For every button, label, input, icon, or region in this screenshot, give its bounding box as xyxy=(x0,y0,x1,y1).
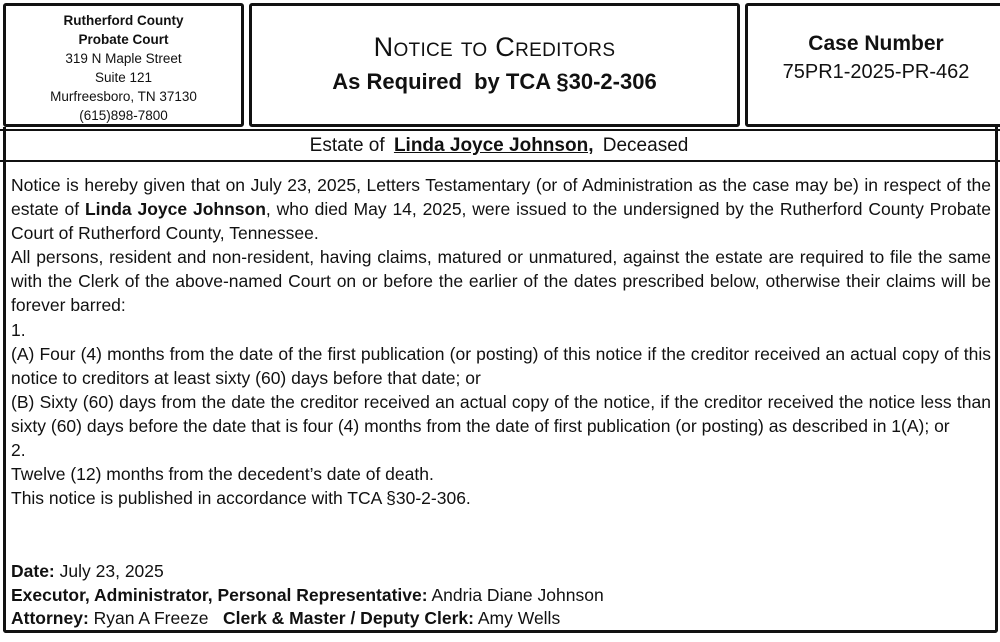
court-address-box xyxy=(3,3,244,127)
case-number-value: 75PR1-2025-PR-462 xyxy=(782,61,970,83)
court-suite: Suite 121 xyxy=(94,70,153,85)
notice-body xyxy=(11,173,991,510)
title-box xyxy=(249,3,740,127)
date-line: Date: July 23, 2025 xyxy=(11,561,164,581)
attorney-clerk-line: Attorney: Ryan A Freeze Clerk & Master / Deputy Clerk: Amy Wells xyxy=(11,608,561,628)
court-city: Murfreesboro, TN 37130 xyxy=(50,89,197,104)
paragraph-letters-issued: Notice is hereby given that on July 23, 2025, Letters Testamentary (or of Administration as the case may be) in respect of the estate of Linda Joyce Johnson, who died May 14, 2025, were issued to the undersigned by the Rutherford County Probate Court of Rutherford County, Tennessee. xyxy=(11,175,991,244)
court-phone: (615)898-7800 xyxy=(79,108,168,123)
court-name-line1: Rutherford County xyxy=(63,13,184,28)
item-2: Twelve (12) months from the decedent’s date of death. xyxy=(11,464,434,485)
item-1b: (B) Sixty (60) days from the date the creditor received an actual copy of the notice, if the creditor received the notice less than sixty (60) days before the date that is four (4) months from the date of first publication (or posting) as described in 1(A); or xyxy=(11,391,991,436)
court-street: 319 N Maple Street xyxy=(65,51,182,66)
case-number-label: Case Number xyxy=(808,32,944,55)
published-statement: This notice is published in accordance with TCA §30-2-306. xyxy=(11,488,471,509)
divider xyxy=(995,127,998,163)
case-number-box xyxy=(745,3,1000,127)
court-name-line2: Probate Court xyxy=(78,32,169,47)
page-subtitle: As Required by TCA §30-2-306 xyxy=(332,69,657,94)
paragraph-claims: All persons, resident and non-resident, having claims, matured or unmatured, against the estate are required to file the same with the Clerk of the above-named Court on or before the earlier of the dates prescribed below, otherwise their claims will be forever barred: xyxy=(11,247,991,316)
estate-prefix: Estate of xyxy=(309,135,385,156)
estate-suffix: Deceased xyxy=(602,135,689,156)
decedent-name: Linda Joyce Johnson, xyxy=(393,135,594,156)
page-title: Notice to Creditors xyxy=(373,32,616,62)
item-1a: (A) Four (4) months from the date of the first publication (or posting) of this notice if the creditor received an actual copy of this notice to creditors at least sixty (60) days before that date; or xyxy=(11,343,991,388)
signature-block xyxy=(11,560,604,631)
item-1-number: 1. xyxy=(11,319,26,340)
item-2-number: 2. xyxy=(11,440,26,461)
executor-line: Executor, Administrator, Personal Representative: Andria Diane Johnson xyxy=(11,584,604,605)
decedent-name-inline: Linda Joyce Johnson xyxy=(84,199,266,220)
estate-heading xyxy=(3,131,995,160)
